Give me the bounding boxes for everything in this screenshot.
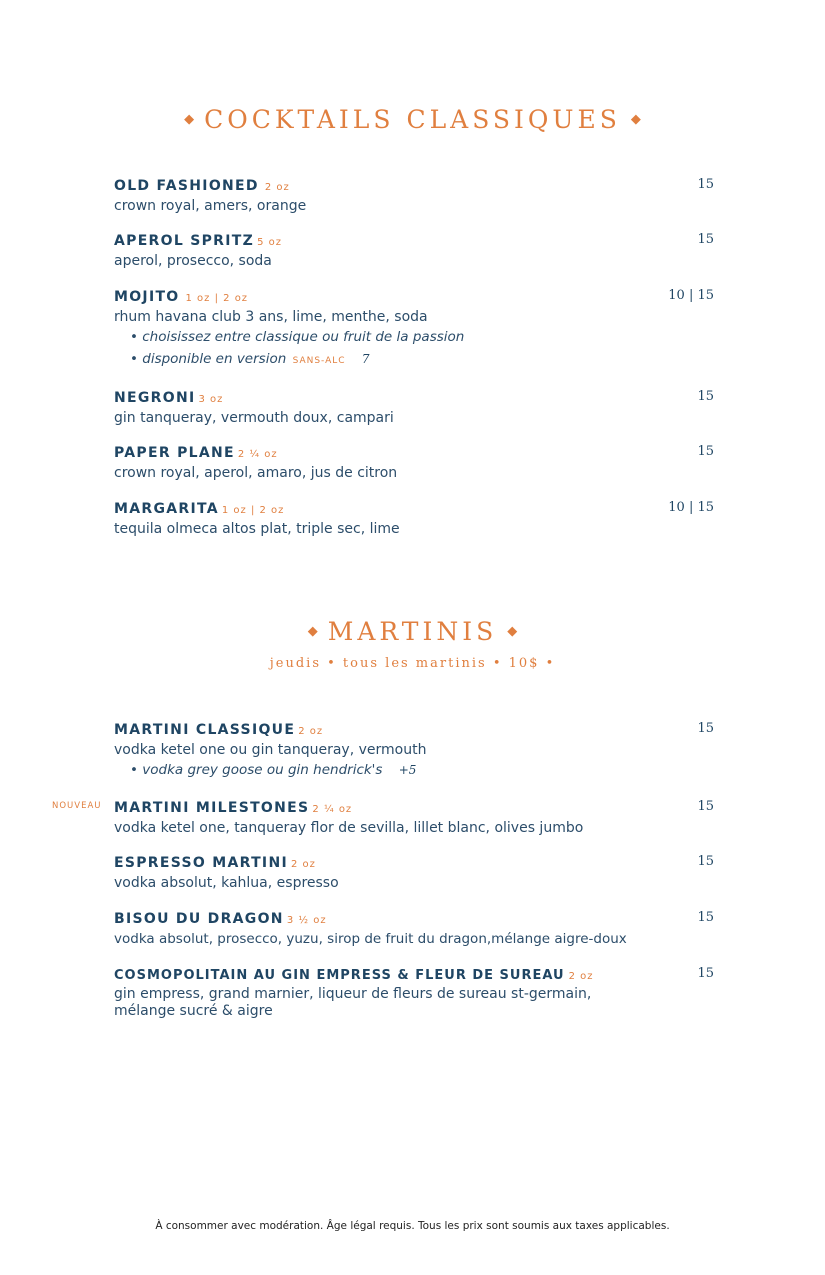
item-note-text: • disponible en version bbox=[130, 351, 287, 367]
diamond-icon: ◆ bbox=[630, 112, 641, 127]
item-description: crown royal, amers, orange bbox=[114, 198, 307, 214]
item-note-price: 7 bbox=[361, 352, 370, 366]
item-description: vodka ketel one, tanqueray flor de sevilla, lillet blanc, olives jumbo bbox=[114, 820, 584, 836]
item-note-text: • choisissez entre classique ou fruit de la passion bbox=[130, 329, 465, 345]
item-price: 10 | 15 bbox=[668, 288, 714, 303]
item-price: 15 bbox=[697, 232, 714, 247]
item-price: 15 bbox=[697, 444, 714, 459]
item-price: 15 bbox=[697, 910, 714, 925]
item-price: 15 bbox=[697, 721, 714, 736]
menu-item-aperol-spritz bbox=[114, 230, 714, 270]
item-size: 2 oz bbox=[290, 859, 316, 870]
item-size: 2 ¼ oz bbox=[237, 449, 278, 460]
item-name: APEROL SPRITZ bbox=[114, 233, 255, 249]
item-description: gin empress, grand marnier, liqueur de fleurs de sureau st-germain, mélange sucré & aigre bbox=[114, 986, 592, 1019]
item-size: 2 oz bbox=[298, 726, 324, 737]
menu-item-bisou-du-dragon bbox=[114, 908, 714, 948]
item-size: 5 oz bbox=[257, 237, 282, 248]
item-name: BISOU DU DRAGON bbox=[114, 911, 284, 927]
menu-item-martini-classique bbox=[114, 719, 714, 781]
section-title-text: COCKTAILS CLASSIQUES bbox=[204, 105, 621, 134]
menu-item-martini-milestones bbox=[114, 797, 714, 837]
item-name: MOJITO bbox=[114, 289, 180, 305]
item-size: 2 ¼ oz bbox=[312, 804, 353, 815]
item-size: 2 oz bbox=[568, 971, 594, 982]
footer-disclaimer: À consommer avec modération. Âge légal requis. Tous les prix sont soumis aux taxes applicables. bbox=[155, 1220, 670, 1232]
item-size: 1 oz | 2 oz bbox=[221, 505, 285, 516]
diamond-icon: ◆ bbox=[307, 624, 318, 639]
menu-item-old-fashioned bbox=[114, 175, 714, 215]
item-price: 15 bbox=[697, 799, 714, 814]
menu-item-cosmopolitain bbox=[114, 964, 714, 1020]
item-description: vodka absolut, prosecco, yuzu, sirop de fruit du dragon,mélange aigre-doux bbox=[114, 931, 627, 947]
item-price: 15 bbox=[697, 389, 714, 404]
item-note-text: • vodka grey goose ou gin hendrick's bbox=[130, 762, 383, 778]
section-title-martinis bbox=[0, 617, 825, 646]
new-badge: NOUVEAU bbox=[52, 801, 102, 811]
item-name: PAPER PLANE bbox=[114, 445, 235, 461]
item-note bbox=[114, 326, 714, 348]
item-description: tequila olmeca altos plat, triple sec, lime bbox=[114, 521, 400, 537]
section-subtitle: jeudis • tous les martinis • 10$ • bbox=[269, 656, 556, 671]
item-size: 3 oz bbox=[198, 394, 224, 405]
section-title-text: MARTINIS bbox=[327, 617, 498, 646]
item-price: 15 bbox=[697, 854, 714, 869]
menu-item-paper-plane bbox=[114, 442, 714, 482]
item-note bbox=[114, 759, 714, 781]
section-title-cocktails bbox=[0, 105, 825, 134]
item-description: aperol, prosecco, soda bbox=[114, 253, 272, 269]
item-size: 3 ½ oz bbox=[286, 915, 327, 926]
item-note bbox=[114, 348, 714, 372]
item-name: ESPRESSO MARTINI bbox=[114, 855, 288, 871]
item-name: OLD FASHIONED bbox=[114, 178, 259, 194]
item-price: 15 bbox=[697, 177, 714, 192]
item-name: MARTINI CLASSIQUE bbox=[114, 722, 296, 738]
item-size: 2 oz bbox=[264, 182, 290, 193]
item-description: crown royal, aperol, amaro, jus de citron bbox=[114, 465, 398, 481]
menu-item-mojito bbox=[114, 286, 714, 372]
item-description: gin tanqueray, vermouth doux, campari bbox=[114, 410, 394, 426]
item-name: MARGARITA bbox=[114, 501, 219, 517]
menu-item-margarita bbox=[114, 498, 714, 538]
item-size: 1 oz | 2 oz bbox=[185, 293, 249, 304]
item-price: 15 bbox=[697, 966, 714, 981]
item-description: vodka ketel one ou gin tanqueray, vermouth bbox=[114, 742, 427, 758]
item-name: NEGRONI bbox=[114, 390, 196, 406]
item-note-price: +5 bbox=[398, 763, 417, 777]
item-price: 10 | 15 bbox=[668, 500, 714, 515]
sans-alc-tag: SANS-ALC bbox=[292, 356, 346, 366]
item-description: vodka absolut, kahlua, espresso bbox=[114, 875, 339, 891]
item-name: MARTINI MILESTONES bbox=[114, 800, 310, 816]
item-description: rhum havana club 3 ans, lime, menthe, soda bbox=[114, 309, 428, 325]
menu-item-negroni bbox=[114, 387, 714, 427]
diamond-icon: ◆ bbox=[507, 624, 518, 639]
item-name: COSMOPOLITAIN AU GIN EMPRESS & FLEUR DE SUREAU bbox=[114, 968, 565, 983]
diamond-icon: ◆ bbox=[184, 112, 195, 127]
menu-item-espresso-martini bbox=[114, 852, 714, 892]
